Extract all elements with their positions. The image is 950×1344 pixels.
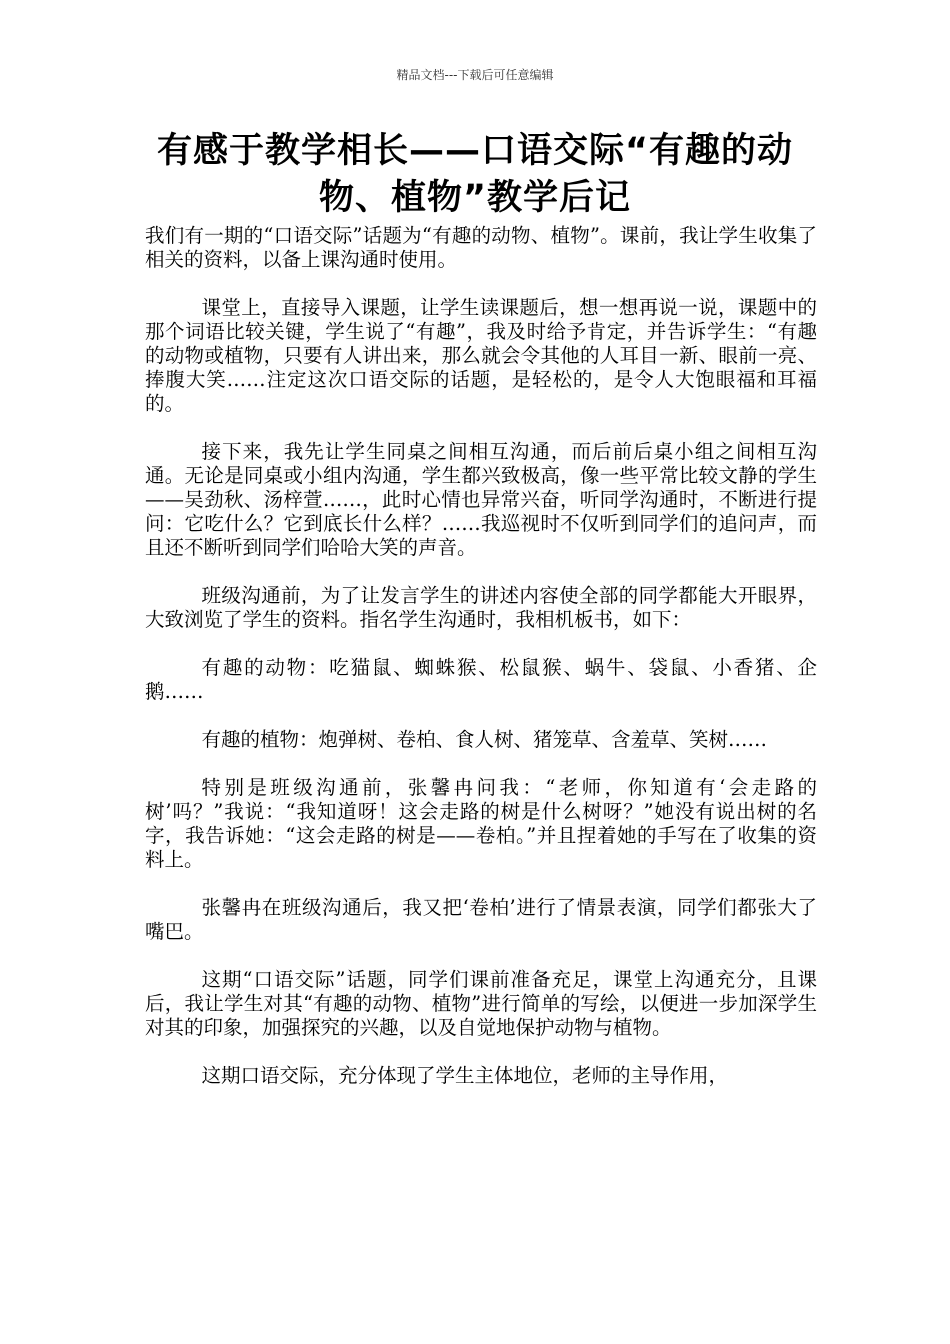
paragraph-2: 课堂上，直接导入课题，让学生读课题后，想一想再说一说，课题中的那个词语比较关键，学生说了“有趣”，我及时给予肯定，并告诉学生：“有趣的动物或植物，只要有人讲出来，那么就会令其他的人耳目一新、眼前一亮、捧腹大笑……注定这次口语交际的话题，是轻松的，是令人大饱眼福和耳福的。 — [145, 296, 817, 415]
paragraph-7: 特别是班级沟通前，张馨冉问我：“老师，你知道有‘会走路的树’吗？”我说：“我知道呀！这会走路的树是什么树呀？”她没有说出树的名字，我告诉她：“这会走路的树是——卷柏。”并且捏着她的手写在了收集的资料上。 — [145, 776, 817, 871]
paragraph-1: 我们有一期的“口语交际”话题为“有趣的动物、植物”。课前，我让学生收集了相关的资料，以备上课沟通时使用。 — [145, 224, 817, 271]
paragraph-10: 这期口语交际，充分体现了学生主体地位，老师的主导作用， — [201, 1064, 729, 1087]
paragraph-3: 接下来，我先让学生同桌之间相互沟通，而后前后桌小组之间相互沟通。无论是同桌或小组内沟通，学生都兴致极高，像一些平常比较文静的学生——吴劲秋、汤梓萱……，此时心情也异常兴奋，听同学沟通时，不断进行提问：它吃什么？它到底长什么样？……我巡视时不仅听到同学们的追问声，而且还不断听到同学们哈哈大笑的声音。 — [145, 440, 817, 559]
document-title: 有感于教学相长——口语交际“有趣的动物、植物”教学后记 — [156, 131, 793, 218]
paragraph-8: 张馨冉在班级沟通后，我又把‘卷柏’进行了情景表演，同学们都张大了嘴巴。 — [145, 896, 817, 943]
document-body — [145, 224, 817, 1112]
paragraph-plants: 有趣的植物：炮弹树、卷柏、食人树、猪笼草、含羞草、笑树…… — [201, 728, 768, 751]
paragraph-4: 班级沟通前，为了让发言学生的讲述内容使全部的同学都能大开眼界，大致浏览了学生的资料。指名学生沟通时，我相机板书，如下： — [145, 584, 817, 631]
page-header: 精品文档---下载后可任意编辑 — [396, 68, 554, 82]
paragraph-9: 这期“口语交际”话题，同学们课前准备充足，课堂上沟通充分，且课后，我让学生对其“有趣的动物、植物”进行简单的写绘，以便进一步加深学生对其的印象，加强探究的兴趣，以及自觉地保护动物与植物。 — [145, 968, 817, 1039]
paragraph-animals: 有趣的动物：吃猫鼠、蜘蛛猴、松鼠猴、蜗牛、袋鼠、小香猪、企鹅…… — [145, 656, 817, 703]
